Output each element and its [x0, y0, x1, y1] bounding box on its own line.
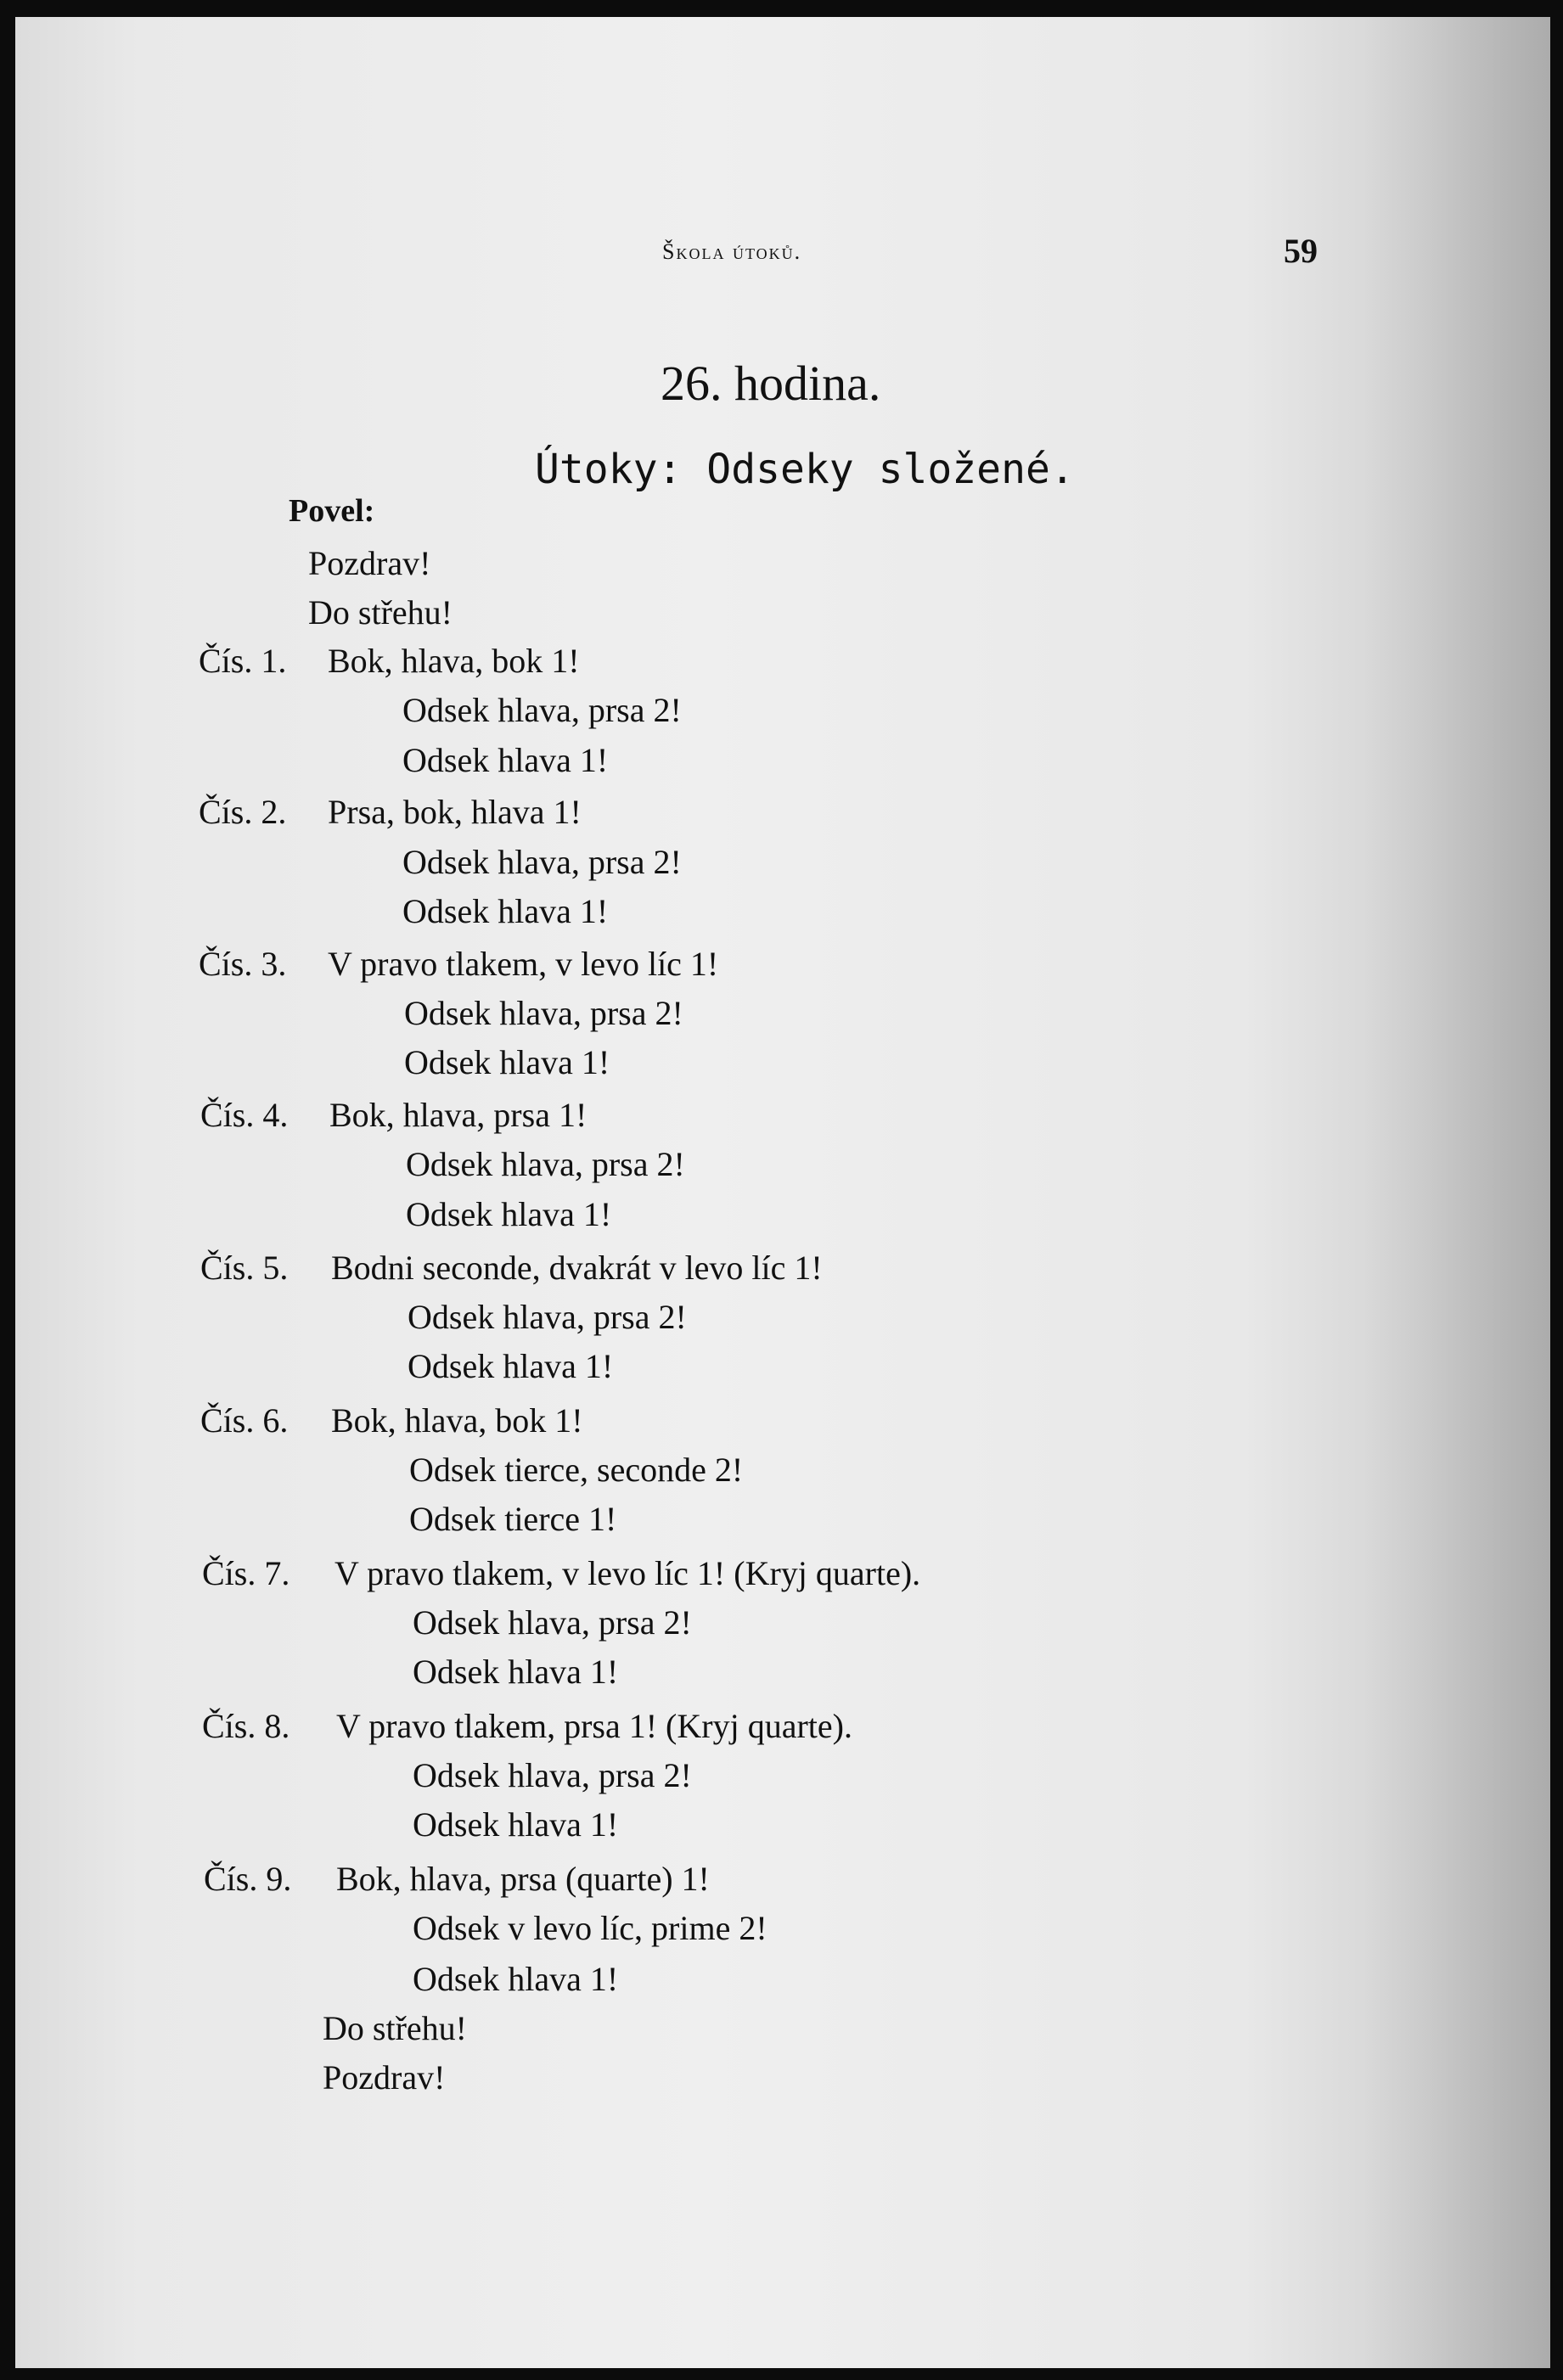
running-head: Škola útoků. — [662, 239, 802, 264]
exercise-line: Odsek hlava 1! — [402, 892, 609, 930]
exercise-number: Čís. 2. — [199, 793, 287, 831]
closing-line: Pozdrav! — [323, 2058, 446, 2097]
exercise-line: Odsek tierce 1! — [409, 1500, 617, 1538]
exercise-line: Odsek hlava, prsa 2! — [406, 1145, 685, 1183]
command-label: Povel: — [289, 493, 375, 529]
exercise-number: Čís. 7. — [202, 1554, 290, 1592]
exercise-line: V pravo tlakem, v levo líc 1! (Kryj quarte). — [335, 1554, 921, 1592]
exercise-number: Čís. 8. — [202, 1707, 290, 1745]
exercise-line: Bok, hlava, bok 1! — [331, 1401, 583, 1440]
exercise-line: Odsek hlava, prsa 2! — [402, 691, 682, 729]
exercise-line: V pravo tlakem, prsa 1! (Kryj quarte). — [336, 1707, 852, 1745]
exercise-line: Bok, hlava, prsa 1! — [329, 1096, 588, 1134]
exercise-number: Čís. 4. — [200, 1096, 289, 1134]
chapter-title: 26. hodina. — [661, 356, 881, 411]
exercise-line: Bok, hlava, bok 1! — [328, 642, 580, 680]
page-number: 59 — [1284, 232, 1318, 270]
exercise-line: Odsek hlava 1! — [402, 741, 609, 779]
exercise-line: Odsek hlava, prsa 2! — [408, 1298, 687, 1336]
book-page — [15, 17, 1550, 2368]
exercise-number: Čís. 5. — [200, 1249, 289, 1287]
exercise-line: Odsek hlava, prsa 2! — [402, 843, 682, 881]
exercise-line: Odsek tierce, seconde 2! — [409, 1451, 744, 1489]
closing-line: Do střehu! — [323, 2009, 467, 2047]
exercise-number: Čís. 6. — [200, 1401, 289, 1440]
exercise-number: Čís. 3. — [199, 945, 287, 983]
opening-line: Do střehu! — [308, 593, 453, 631]
exercise-line: Bodni seconde, dvakrát v levo líc 1! — [331, 1249, 823, 1287]
exercise-line: Odsek hlava, prsa 2! — [413, 1603, 692, 1642]
exercise-line: Odsek v levo líc, prime 2! — [413, 1909, 767, 1947]
exercise-line: Odsek hlava 1! — [413, 1653, 619, 1691]
exercise-line: Prsa, bok, hlava 1! — [328, 793, 582, 831]
chapter-subtitle: Útoky: Odseky složené. — [535, 446, 1075, 493]
opening-line: Pozdrav! — [308, 544, 431, 582]
exercise-line: V pravo tlakem, v levo líc 1! — [328, 945, 719, 983]
exercise-line: Odsek hlava 1! — [406, 1195, 612, 1233]
exercise-line: Odsek hlava 1! — [413, 1960, 619, 1998]
exercise-line: Odsek hlava 1! — [404, 1043, 610, 1081]
exercise-number: Čís. 1. — [199, 642, 287, 680]
exercise-line: Odsek hlava 1! — [408, 1347, 614, 1385]
exercise-line: Odsek hlava 1! — [413, 1805, 619, 1844]
exercise-line: Odsek hlava, prsa 2! — [413, 1756, 692, 1794]
exercise-line: Odsek hlava, prsa 2! — [404, 994, 683, 1032]
exercise-line: Bok, hlava, prsa (quarte) 1! — [336, 1860, 710, 1898]
exercise-number: Čís. 9. — [204, 1860, 292, 1898]
